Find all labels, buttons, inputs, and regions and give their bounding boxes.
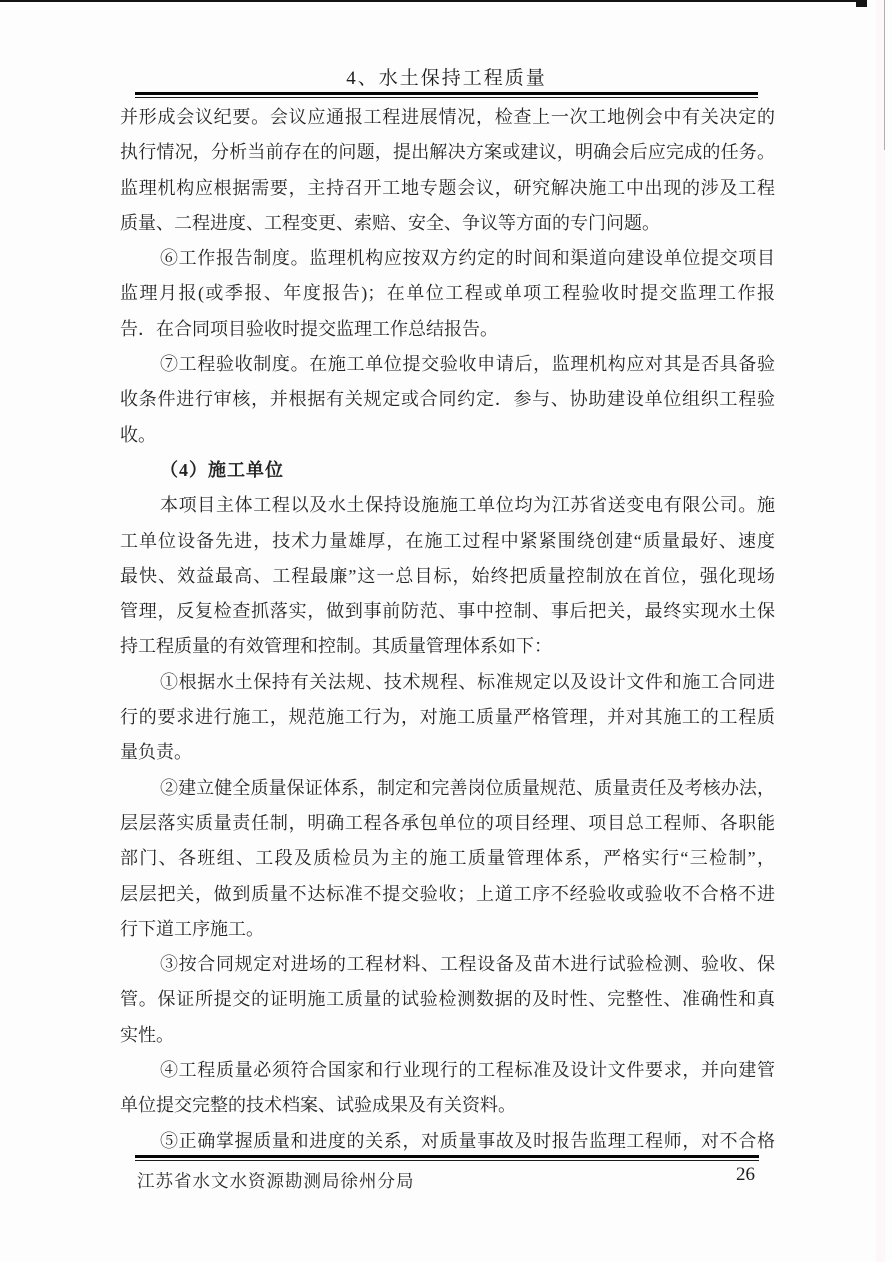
text-line: 部门、各班组、工段及质检员为主的施工质量管理体系，严格实行“三检制”， [120,848,775,869]
text-line: 管。保证所提交的证明施工质量的试验检测数据的及时性、完整性、准确性和真 [120,989,775,1010]
text-line: ⑦工程验收制度。在施工单位提交验收申请后，监理机构应对其是否具备验 [160,354,775,375]
text-line: 收。 [120,424,156,445]
footer-page-number: 26 [736,1164,755,1185]
footer-rule [135,1155,759,1161]
scan-artifact-right-line [884,0,885,150]
text-line: 监理机构应根据需要，主持召开工地专题会议，研究解决施工中出现的涉及工程 [120,177,775,198]
text-line: ③按合同规定对进场的工程材料、工程设备及苗木进行试验检测、验收、保 [160,954,775,975]
text-line: 单位提交完整的技术档案、试验成果及有关资料。 [120,1095,516,1116]
page-header-title: 4、水土保持工程质量 [346,68,547,89]
text-line: ⑤正确掌握质量和进度的关系，对质量事故及时报告监理工程师，对不合格 [160,1130,775,1151]
text-line: 持工程质量的有效管理和控制。其质量管理体系如下： [120,636,552,657]
text-line: 监理月报(或季报、年度报告)；在单位工程或单项工程验收时提交监理工作报 [120,283,775,304]
text-line: 实性。 [120,1024,174,1045]
scan-artifact-top-blob [856,0,867,7]
text-line: 管理，反复检查抓落实，做到事前防范、事中控制、事后把关，最终实现水土保 [120,601,775,622]
text-line: 层层把关，做到质量不达标准不提交验收；上道工序不经验收或验收不合格不进 [120,883,775,904]
text-line: 质量、二程进度、工程变更、索赔、安全、争议等方面的专门问题。 [120,212,660,233]
text-line: ⑥工作报告制度。监理机构应按双方约定的时间和渠道向建设单位提交项目 [160,248,775,269]
text-line: 并形成会议纪要。会议应通报工程进展情况，检查上一次工地例会中有关决定的 [120,107,775,127]
footer-institution: 江苏省水文水资源勘测局徐州分局 [137,1171,415,1191]
text-line: 行下道工序施工。 [120,918,264,939]
text-line: 行的要求进行施工，规范施工行为，对施工质量严格管理，并对其施工的工程质 [120,707,775,728]
scan-artifact-top-line [0,0,866,2]
text-line: 工单位设备先进，技术力量雄厚，在施工过程中紧紧围绕创建“质量最好、速度 [120,530,775,551]
text-line: 最快、效益最高、工程最廉”这一总目标，始终把质量控制放在首位，强化现场 [120,565,775,586]
scan-artifact-right-band [876,0,885,1262]
text-line: 告．在合同项目验收时提交监理工作总结报告。 [120,318,498,339]
text-line: 本项目主体工程以及水土保持设施施工单位均为江苏省送变电有限公司。施 [160,495,775,516]
section-heading: （4）施工单位 [160,459,284,480]
text-line: ②建立健全质量保证体系，制定和完善岗位质量规范、质量责任及考核办法， [160,777,775,798]
text-line: ④工程质量必须符合国家和行业现行的工程标准及设计文件要求，并向建管 [160,1060,775,1081]
text-line: ①根据水土保持有关法规、技术规程、标准规定以及设计文件和施工合同进 [160,671,775,692]
body-text [120,100,775,1159]
text-line: 执行情况，分析当前存在的问题，提出解决方案或建议，明确会后应完成的任务。 [120,142,775,163]
text-line: 量负责。 [120,742,192,763]
header-rule [135,92,758,98]
text-line: 收条件进行审核，并根据有关规定或合同约定．参与、协助建设单位组织工程验 [120,389,775,410]
text-line: 层层落实质量责任制，明确工程各承包单位的项目经理、项目总工程师、各职能 [120,812,775,833]
